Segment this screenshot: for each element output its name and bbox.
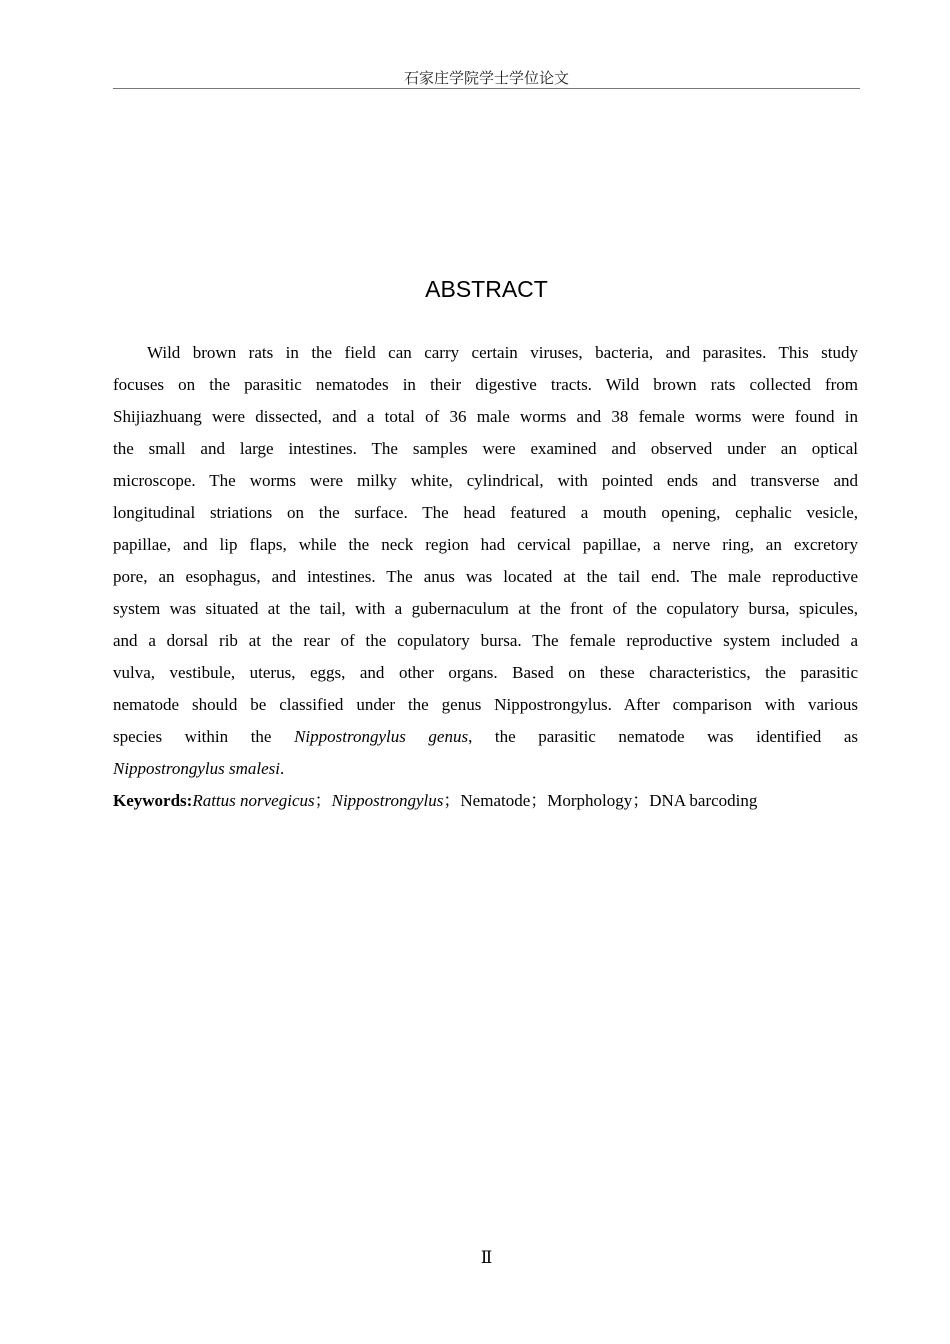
- text: the small and large intestines. The samples were examined and observed under an optical: [113, 439, 858, 458]
- paragraph-line: [113, 465, 858, 497]
- text: species within the: [113, 727, 295, 746]
- paragraph-line: [113, 529, 858, 561]
- italic-text: Nippostrongylus smalesi: [113, 759, 281, 778]
- text: focuses on the parasitic nematodes in their digestive tracts. Wild brown rats collected from: [113, 375, 858, 394]
- paragraph-line: [113, 401, 858, 433]
- text: .: [280, 759, 285, 778]
- text: and a dorsal rib at the rear of the copulatory bursa. The female reproductive system included a: [113, 631, 858, 650]
- paragraph-line: [113, 625, 858, 657]
- paragraph-line: [113, 497, 858, 529]
- italic-text: Nippostrongylus genus: [294, 727, 469, 746]
- keyword-text: Nippostrongylus: [331, 791, 444, 810]
- paragraph-line: [113, 721, 858, 753]
- abstract-paragraph: [113, 337, 858, 785]
- paragraph-line: [113, 593, 858, 625]
- keyword-text: Rattus norvegicus: [192, 791, 315, 810]
- paragraph-line: [113, 657, 858, 689]
- keyword-text: ；Nematode；Morphology；DNA barcoding: [443, 791, 758, 810]
- text: Wild brown rats in the field can carry certain viruses, bacteria, and parasites. This study: [147, 343, 858, 362]
- abstract-body: [113, 337, 858, 817]
- text: papillae, and lip flaps, while the neck region had cervical papillae, a nerve ring, an excretory: [113, 535, 858, 554]
- text: longitudinal striations on the surface. The head featured a mouth opening, cephalic vesicle,: [113, 503, 858, 522]
- text: Shijiazhuang were dissected, and a total of 36 male worms and 38 female worms were found in: [113, 407, 858, 426]
- text: microscope. The worms were milky white, cylindrical, with pointed ends and transverse and: [113, 471, 858, 490]
- keywords-label: Keywords:: [113, 791, 193, 810]
- text: , the parasitic nematode was identified as: [468, 727, 858, 746]
- paragraph-line: [113, 433, 858, 465]
- keyword-text: ；: [314, 791, 332, 810]
- page-number: Ⅱ: [480, 1248, 493, 1267]
- text: system was situated at the tail, with a gubernaculum at the front of the copulatory bursa, spicules,: [113, 599, 858, 618]
- keywords-line: [113, 785, 858, 817]
- text: nematode should be classified under the genus Nippostrongylus. After comparison with various: [113, 695, 858, 714]
- paragraph-line: [113, 369, 858, 401]
- page-header: 石家庄学院学士学位论文: [403, 69, 569, 87]
- abstract-title: ABSTRACT: [425, 276, 548, 302]
- text: vulva, vestibule, uterus, eggs, and other organs. Based on these characteristics, the parasitic: [113, 663, 858, 682]
- text: pore, an esophagus, and intestines. The anus was located at the tail end. The male reproductive: [113, 567, 858, 586]
- paragraph-line: [113, 561, 858, 593]
- paragraph-line: [113, 689, 858, 721]
- paragraph-line: [113, 753, 858, 785]
- header-rule: [113, 88, 860, 89]
- paragraph-line: [113, 337, 858, 369]
